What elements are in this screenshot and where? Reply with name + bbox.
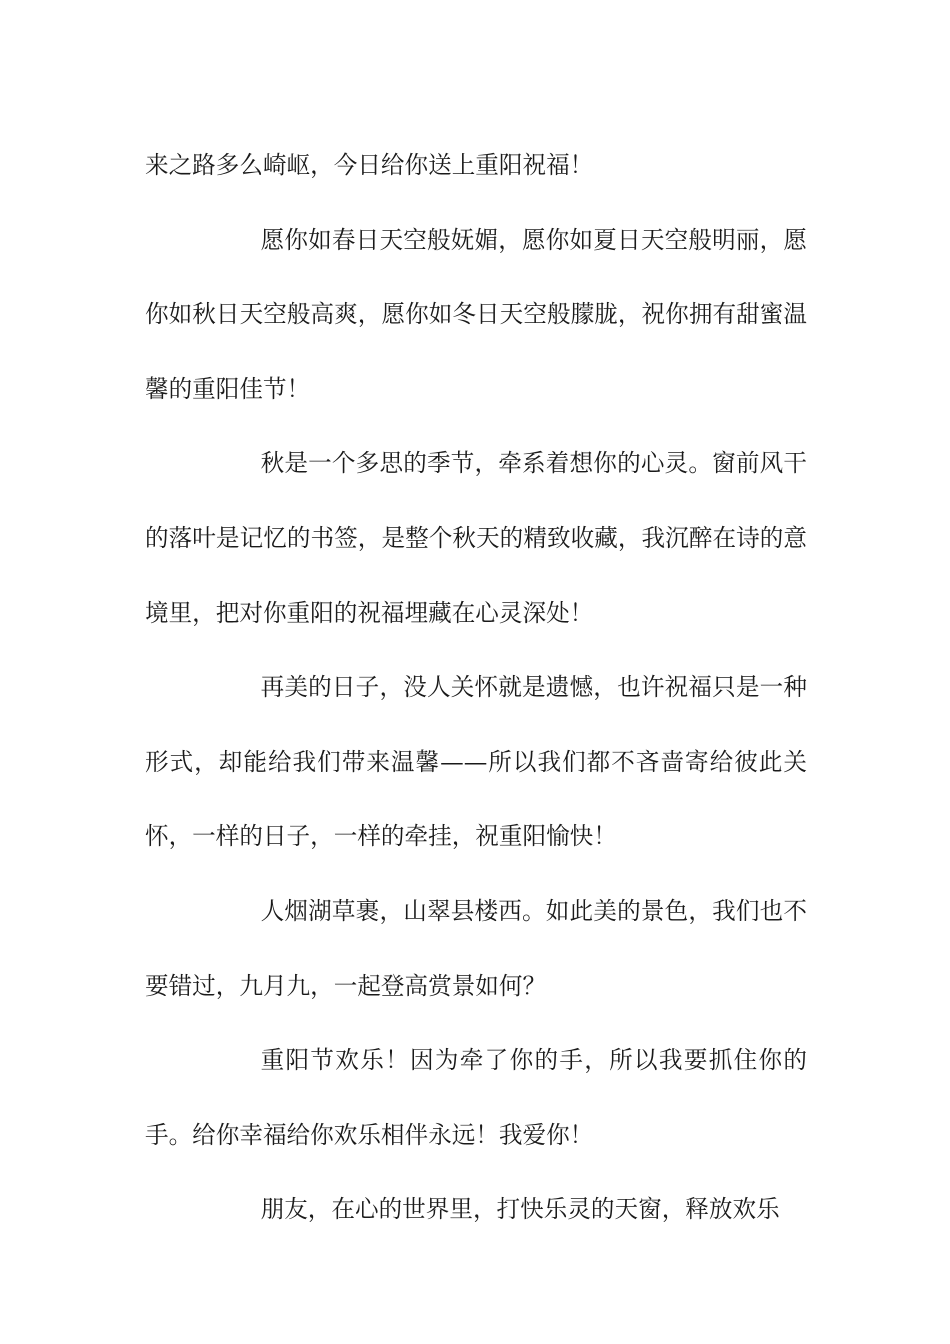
paragraph: 朋友，在心的世界里，打快乐灵的天窗，释放欢乐 xyxy=(260,1195,780,1224)
paragraph: 秋是一个多思的季节，牵系着想你的心灵。窗前风干的落叶是记忆的书签，是整个秋天的精致收藏，我沉醉在诗的意境里，把对你重阳的祝福埋藏在心灵深处！ xyxy=(145,449,807,627)
paragraph: 人烟湖草裹，山翠县楼西。如此美的景色，我们也不要错过，九月九，一起登高赏景如何？ xyxy=(145,896,807,1000)
document-body xyxy=(145,128,807,1247)
paragraph: 再美的日子，没人关怀就是遗憾，也许祝福只是一种形式，却能给我们带来温馨——所以我们都不吝啬寄给彼此关怀，一样的日子，一样的牵挂，祝重阳愉快！ xyxy=(145,673,807,851)
paragraph: 愿你如春日天空般妩媚，愿你如夏日天空般明丽，愿你如秋日天空般高爽，愿你如冬日天空般朦胧，祝你拥有甜蜜温馨的重阳佳节！ xyxy=(145,225,807,403)
paragraph: 重阳节欢乐！因为牵了你的手，所以我要抓住你的手。给你幸福给你欢乐相伴永远！我爱你！ xyxy=(145,1046,807,1149)
paragraph: 来之路多么崎岖，今日给你送上重阳祝福！ xyxy=(145,151,594,179)
